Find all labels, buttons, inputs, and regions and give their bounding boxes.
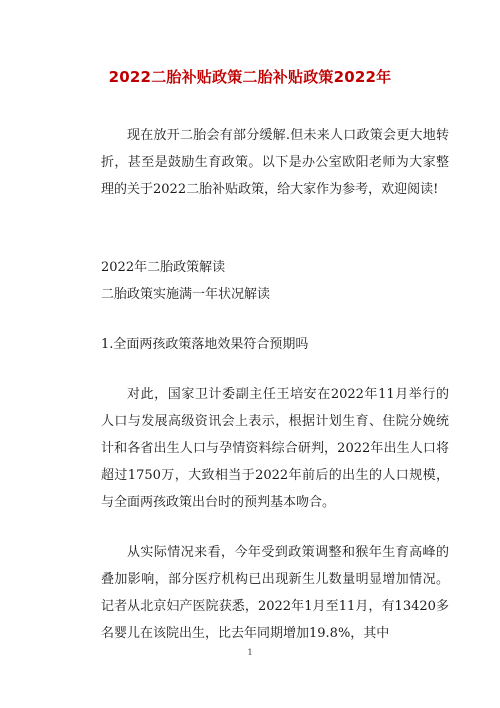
intro-paragraph: 现在放开二胎会有部分缓解.但未来人口政策会更大地转折，甚至是鼓励生育政策。以下是办公室欧阳老师为大家整理的关于2022二胎补贴政策，给大家作为参考，欢迎阅读! — [101, 128, 449, 197]
section-heading: 2022年二胎政策解读 — [101, 260, 226, 275]
body-paragraph-1: 对此，国家卫计委副主任王培安在2022年11月举行的人口与发展高级资讯会上表示，根据计划生育、住院分娩统计和各省出生人口与孕情资料综合研判，2022年出生人口将超过1750万，大致相当于2022年前后的出生的人口规模，与全面两孩政策出台时的预判基本吻合。 — [101, 387, 449, 510]
section-subheading: 二胎政策实施满一年状况解读 — [101, 287, 271, 302]
page-number: 1 — [247, 648, 253, 657]
question-heading: 1.全面两孩政策落地效果符合预期吗 — [101, 337, 309, 352]
document-title: 2022二胎补贴政策二胎补贴政策2022年 — [108, 68, 392, 86]
body-paragraph-2: 从实际情况来看，今年受到政策调整和猴年生育高峰的叠加影响，部分医疗机构已出现新生儿数量明显增加情况。记者从北京妇产医院获悉，2022年1月至11月，有13420多名婴儿在该院出生，比去年同期增加19.8%，其中 — [101, 545, 449, 641]
